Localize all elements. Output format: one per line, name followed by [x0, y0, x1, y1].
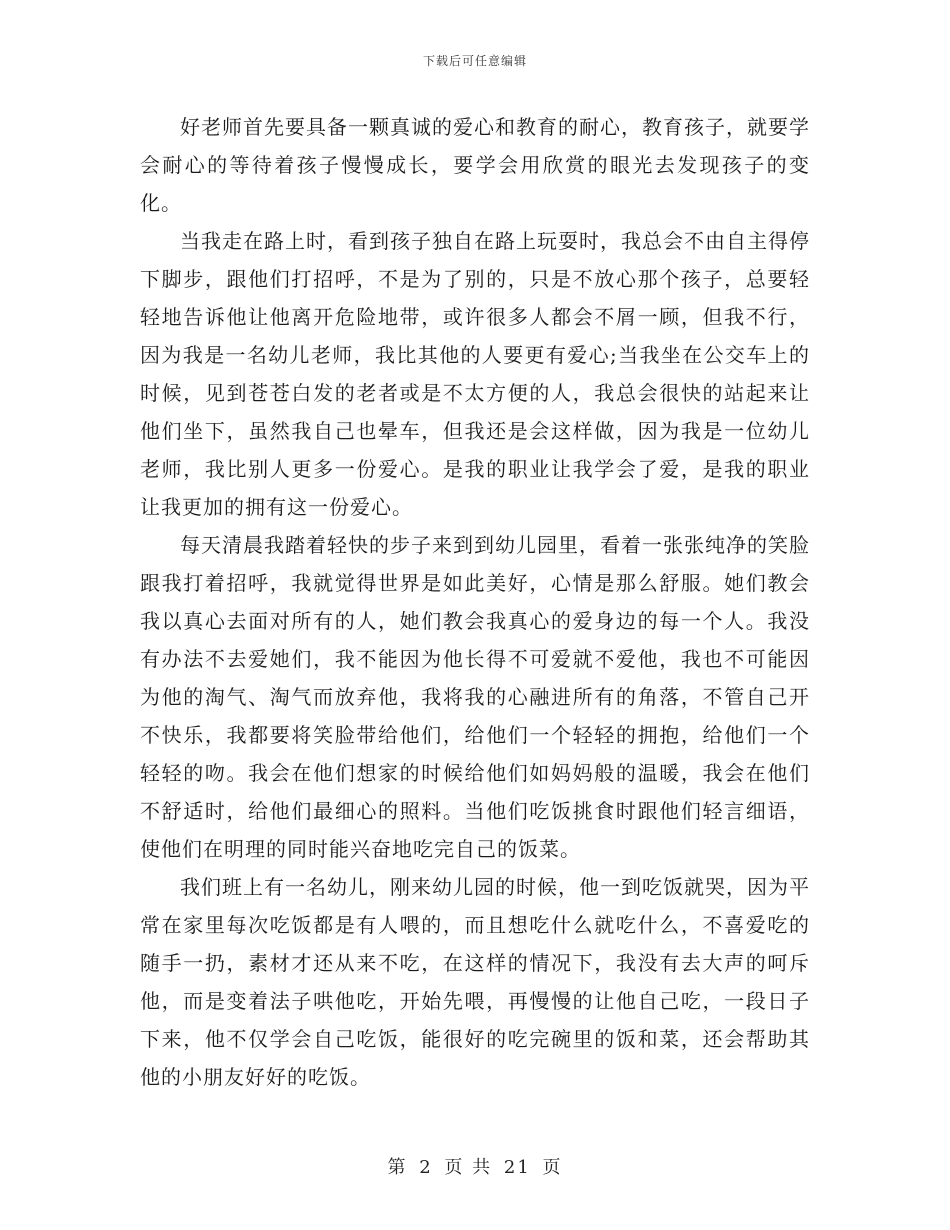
- footer-suffix: 页: [542, 1157, 563, 1178]
- page-header: 下载后可任意编辑: [422, 54, 527, 68]
- page-footer: [0, 1153, 950, 1179]
- footer-page-number: 2: [419, 1157, 433, 1178]
- paragraph-4: 我们班上有一名幼儿，刚来幼儿园的时候，他一到吃饭就哭，因为平常在家里每次吃饭都是有人喂的，而且想吃什么就吃什么，不喜爱吃的随手一扔，素材才还从来不吃，在这样的情况下，我没有去大声的呵斥他，而是变着法子哄他吃，开始先喂，再慢慢的让他自己吃，一段日子下来，他不仅学会自己吃饭，能很好的吃完碗里的饭和菜，还会帮助其他的小朋友好好的吃饭。: [140, 875, 810, 1089]
- footer-middle: 页 共: [444, 1157, 493, 1178]
- paragraph-2: 当我走在路上时，看到孩子独自在路上玩耍时，我总会不由自主得停下脚步，跟他们打招呼，不是为了别的，只是不放心那个孩子，总要轻轻地告诉他让他离开危险地带，或许很多人都会不屑一顾，但我不行，因为我是一名幼儿老师，我比其他的人要更有爱心;当我坐在公交车上的时候，见到苍苍白发的老者或是不太方便的人，我总会很快的站起来让他们坐下，虽然我自己也晕车，但我还是会这样做，因为我是一位幼儿老师，我比别人更多一份爱心。是我的职业让我学会了爱，是我的职业让我更加的拥有这一份爱心。: [140, 229, 810, 519]
- paragraph-3: 每天清晨我踏着轻快的步子来到到幼儿园里，看着一张张纯净的笑脸跟我打着招呼，我就觉得世界是如此美好，心情是那么舒服。她们教会我以真心去面对所有的人，她们教会我真心的爱身边的每一个人。我没有办法不去爱她们，我不能因为他长得不可爱就不爱他，我也不可能因为他的淘气、淘气而放弃他，我将我的心融进所有的角落，不管自己开不快乐，我都要将笑脸带给他们，给他们一个轻轻的拥抱，给他们一个轻轻的吻。我会在他们想家的时候给他们如妈妈般的温暖，我会在他们不舒适时，给他们最细心的照料。当他们吃饭挑食时跟他们轻言细语，使他们在明理的同时能兴奋地吃完自己的饭菜。: [140, 533, 810, 861]
- body-text: [140, 108, 810, 1096]
- footer-prefix: 第: [387, 1157, 408, 1178]
- paragraph-1: 好老师首先要具备一颗真诚的爱心和教育的耐心，教育孩子，就要学会耐心的等待着孩子慢慢成长，要学会用欣赏的眼光去发现孩子的变化。: [140, 115, 810, 215]
- footer-total-pages: 21: [503, 1157, 531, 1178]
